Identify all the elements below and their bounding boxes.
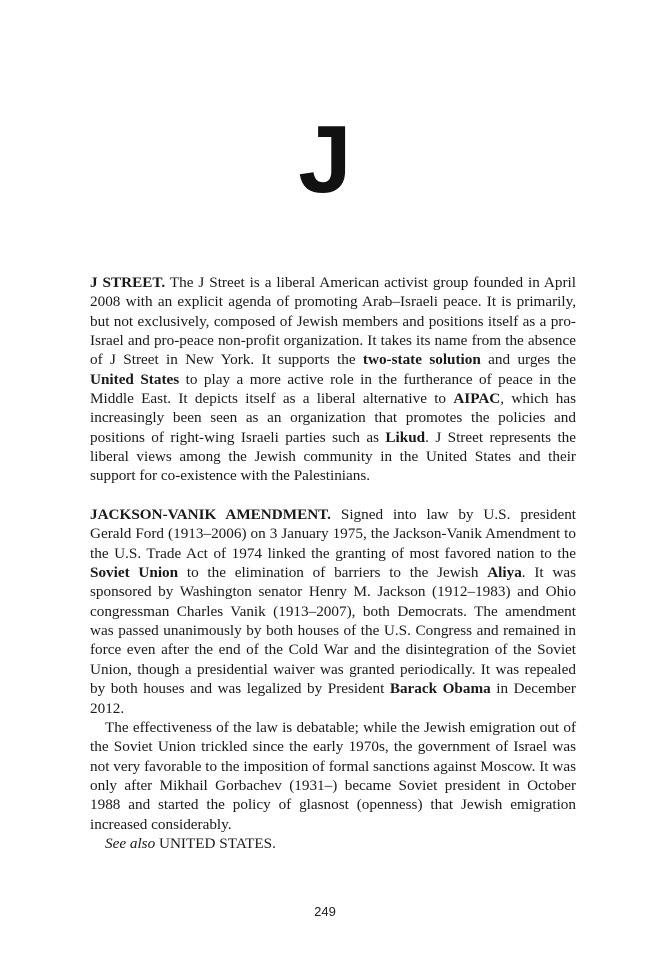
section-letter-heading: J (298, 106, 352, 213)
entry-text: to play a more active role in the furtherance of peace in the Middle East. It depicts itself as a liberal alternative to (90, 370, 577, 408)
entry-paragraph (90, 718, 576, 834)
entry-text: and urges the (480, 351, 576, 369)
cross-reference-aipac: AIPAC (453, 390, 501, 408)
entry-paragraph (90, 273, 576, 486)
see-also-target: UNITED STATES. (155, 834, 276, 852)
entry-text: Signed into law by U.S. president Gerald Ford (1913–2006) on 3 January 1975, the Jackson-Vanik Amendment to the U.S. Trade Act of 1974 linked the granting of most favored nation to the (90, 506, 577, 562)
entry-text: The effectiveness of the law is debatable; while the Jewish emigration out of the Soviet Union trickled since the early 1970s, the government of Israel was not very favorable to the imposition of formal sanctions against Moscow. It was only after Mikhail Gorbachev (1931–) became Soviet president in October 1988 and started the policy of glasnost (openness) that Jewish emigration increased considerably. (90, 718, 576, 833)
entry-text: . It was sponsored by Washington senator Henry M. Jackson (1912–1983) and Ohio congressman Charles Vanik (1913–2007), both Democrats. The amendment was passed unanimously by both houses of the U.S. Congress and remained in force even after the end of the Cold War and the disintegration of the Soviet Union, though a presidential waiver was granted periodically. It was repealed by both houses and was legalized by President (90, 564, 577, 698)
cross-reference-aliya: Aliya (487, 564, 522, 582)
entry-text: . J Street represents the liberal views among the Jewish community in the United States and their support for co-existence with the Palestinians. (90, 428, 576, 485)
entry-headword: J STREET. (90, 274, 166, 291)
page-number: 249 (314, 904, 336, 919)
entry-text: , which has increasingly been seen as an organization that promotes the policies and positions of right-wing Israeli parties such as (90, 390, 576, 446)
see-also-line (90, 834, 576, 853)
entry-headword: JACKSON-VANIK AMENDMENT. (90, 506, 331, 524)
entry-j-street (90, 273, 576, 486)
cross-reference-two-state-solution: two-state solution (362, 351, 481, 369)
see-also-label: See also (105, 834, 156, 852)
entry-text: in December 2012. (90, 680, 576, 717)
entry-paragraph (90, 505, 576, 718)
entry-text: The J Street is a liberal American activist group founded in April 2008 with an explicit agenda of promoting Arab–Israeli peace. It is primarily, but not exclusively, composed of Jewish members and positions itself as a pro-Israel and pro-peace non-profit organization. It takes its name from the absence of J Street in New York. It supports the (90, 274, 576, 369)
entry-jackson-vanik-amendment (90, 505, 576, 853)
cross-reference-soviet-union: Soviet Union (90, 564, 179, 582)
cross-reference-barack-obama: Barack Obama (389, 680, 491, 698)
entry-text: to the elimination of barriers to the Jewish (178, 564, 488, 582)
dictionary-entries (90, 273, 576, 853)
cross-reference-likud: Likud (385, 428, 426, 446)
cross-reference-united-states: United States (90, 370, 180, 388)
